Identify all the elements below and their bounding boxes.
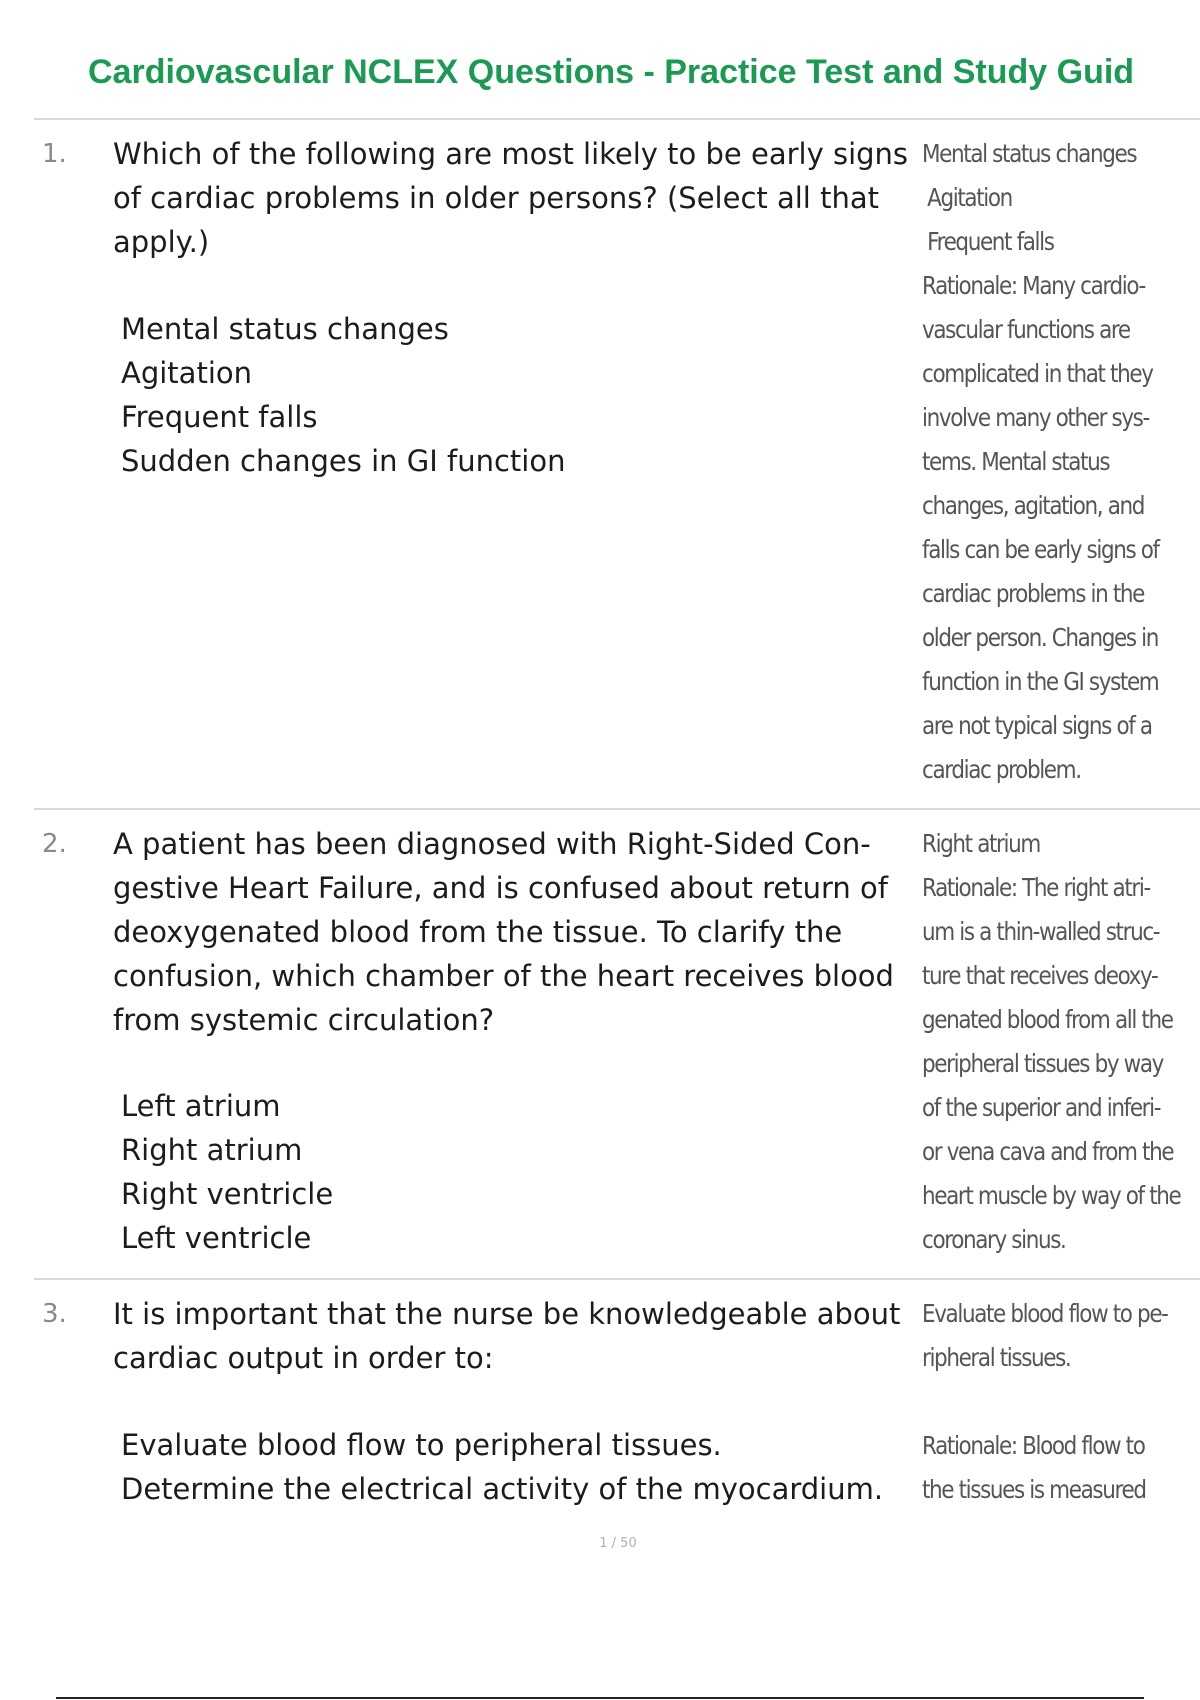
answer-line: cardiac problem.	[922, 755, 1081, 784]
options-list	[121, 1084, 333, 1260]
answer-line: complicated in that they	[922, 359, 1153, 388]
answer-line: involve many other sys-	[922, 403, 1149, 432]
answer-line: Rationale: Blood flow to	[922, 1431, 1145, 1460]
option: Sudden changes in GI function	[121, 444, 566, 478]
answer-line: Mental status changes	[922, 139, 1137, 168]
page-number: 1 / 50	[599, 1536, 637, 1551]
answer-line: Evaluate blood flow to pe-	[922, 1299, 1168, 1328]
answer-line: Agitation	[927, 183, 1012, 212]
answer-line: ture that receives deoxy-	[922, 961, 1158, 990]
answer-line: falls can be early signs of	[922, 535, 1159, 564]
answer-line: um is a thin-walled struc-	[922, 917, 1160, 946]
answer-line: function in the GI system	[922, 667, 1159, 696]
option: Frequent falls	[121, 400, 318, 434]
answer-line: tems. Mental status	[922, 447, 1110, 476]
divider	[34, 1278, 1200, 1280]
divider	[34, 808, 1200, 810]
answer-rationale	[922, 1292, 1184, 1512]
answer-line: ripheral tissues.	[922, 1343, 1071, 1372]
answer-line: vascular functions are	[922, 315, 1130, 344]
option: Determine the electrical activity of the myocardium.	[121, 1472, 884, 1506]
page-title: Cardiovascular NCLEX Questions - Practice Test and Study Guid	[88, 53, 1135, 91]
answer-line: or vena cava and from the	[922, 1137, 1174, 1166]
answer-line: changes, agitation, and	[922, 491, 1145, 520]
answer-line: Rationale: Many cardio-	[922, 271, 1145, 300]
divider	[34, 118, 1200, 120]
option: Left atrium	[121, 1089, 281, 1123]
option: Mental status changes	[121, 312, 449, 346]
answer-line: Right atrium	[922, 829, 1040, 858]
option: Right ventricle	[121, 1177, 334, 1211]
option: Evaluate blood flow to peripheral tissues.	[121, 1428, 722, 1462]
question-number: 2.	[42, 829, 67, 859]
answer-line: older person. Changes in	[922, 623, 1158, 652]
question-text: It is important that the nurse be knowledgeable about cardiac output in order to:	[113, 1297, 901, 1375]
answer-line: genated blood from all the	[922, 1005, 1173, 1034]
answer-line: cardiac problems in the	[922, 579, 1144, 608]
option: Left ventricle	[121, 1221, 312, 1255]
answer-line: Frequent falls	[927, 227, 1054, 256]
question-text: A patient has been diagnosed with Right-Sided Con- gestive Heart Failure, and is confused about return of deoxygenated blood from the tissue. To clarify the confusion, which chamber of the heart receives blood from systemic circulation?	[113, 827, 894, 1037]
answer-line	[922, 1380, 1147, 1424]
question-number: 3.	[42, 1299, 67, 1329]
options-list	[121, 307, 565, 483]
answer-line: of the superior and inferi-	[922, 1093, 1161, 1122]
bottom-divider	[56, 1697, 1144, 1699]
answer-line: peripheral tissues by way	[922, 1049, 1164, 1078]
answer-line: the tissues is measured	[922, 1475, 1146, 1504]
answer-rationale	[922, 132, 1184, 792]
question-text: Which of the following are most likely to be early signs of cardiac problems in older persons? (Select all that apply.)	[113, 137, 909, 259]
options-list	[121, 1423, 883, 1511]
answer-line: are not typical signs of a	[922, 711, 1152, 740]
answer-rationale	[922, 822, 1184, 1262]
question-number: 1.	[42, 139, 67, 169]
option: Right atrium	[121, 1133, 303, 1167]
option: Agitation	[121, 356, 252, 390]
answer-line: coronary sinus.	[922, 1225, 1066, 1254]
answer-line: heart muscle by way of the	[922, 1181, 1181, 1210]
answer-line: Rationale: The right atri-	[922, 873, 1150, 902]
